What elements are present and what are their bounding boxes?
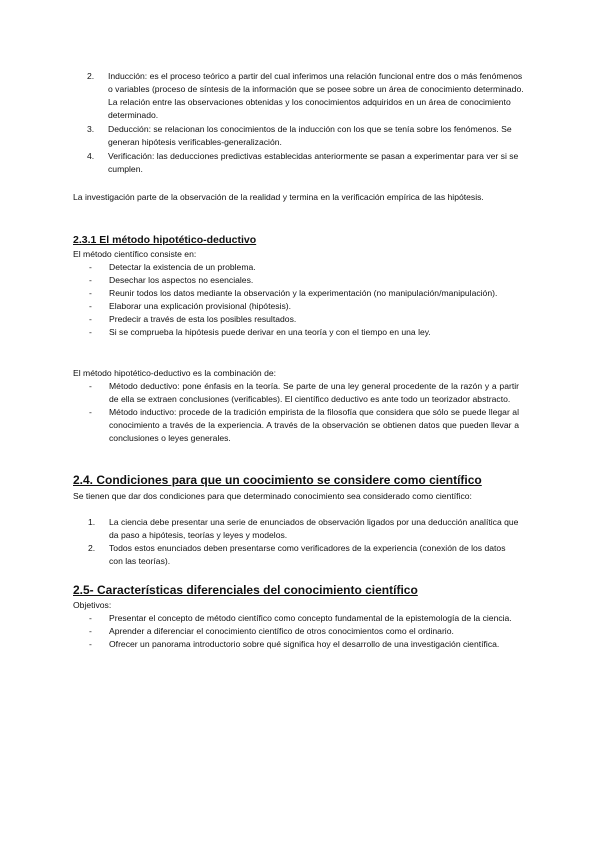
heading-2-3-1: 2.3.1 El método hipotético-deductivo [73, 234, 257, 246]
bullet-list-objectives [89, 612, 526, 651]
list-item [88, 516, 521, 542]
list-item-text: Método inductivo: procede de la tradición empirista de la filosofía que considera que sólo se puede llegar al conocimiento a través de la experiencia. A través de la observación se obtienen datos que pueden llevar a conclusiones o leyes generales. [109, 407, 519, 444]
numbered-list-method-steps [87, 70, 528, 176]
list-number: 4. [87, 150, 95, 161]
list-item-text: Presentar el concepto de método científico como concepto fundamental de la epistemología de la ciencia. [109, 613, 512, 623]
list-item [89, 261, 519, 274]
bullet-list-methods [89, 380, 519, 445]
list-item [87, 123, 528, 149]
dash-bullet: - [89, 381, 92, 391]
heading-2-5: 2.5- Características diferenciales del conocimiento científico [73, 583, 418, 597]
list-item [89, 274, 519, 287]
dash-bullet: - [89, 639, 92, 650]
list-item [87, 150, 528, 176]
dash-bullet: - [89, 626, 92, 637]
list-item-text: Aprender a diferenciar el conocimiento científico de otros conocimientos como el ordinario. [109, 626, 454, 637]
dash-bullet: - [89, 327, 92, 338]
dash-bullet: - [89, 407, 92, 418]
list-item [89, 326, 519, 339]
intro-conditions: Se tienen que dar dos condiciones para que determinado conocimiento sea considerado como científico: [73, 491, 472, 501]
list-item [89, 406, 519, 445]
list-item [88, 542, 521, 568]
list-number: 2. [88, 543, 96, 554]
list-item-text: La ciencia debe presentar una serie de enunciados de observación ligados por una deducción analítica que da paso a hipótesis, teorías y leyes y modelos. [109, 517, 519, 541]
list-number: 1. [88, 517, 96, 527]
dash-bullet: - [89, 613, 92, 623]
list-item [89, 313, 519, 326]
dash-bullet: - [89, 288, 92, 299]
dash-bullet: - [89, 262, 92, 272]
list-item-text: Método deductivo: pone énfasis en la teoría. Se parte de una ley general procedente de la razón y a partir de ella se extraen conclusiones (verificables). El científico deductivo es ante todo un teorizador abstracto. [109, 381, 519, 405]
intro-combination: El método hipotético-deductivo es la combinación de: [73, 368, 277, 378]
list-number: 2. [87, 71, 95, 81]
list-item-text: Predecir a través de esta los posibles resultados. [109, 314, 297, 325]
list-item [89, 612, 526, 625]
list-item-text: Deducción: se relacionan los conocimientos de la inducción con los que se tenía sobre los fenómenos. Se generan hipótesis verificables-generalización. [108, 124, 512, 148]
list-item-text: Elaborar una explicación provisional (hipótesis). [109, 301, 291, 312]
list-item-text: Desechar los aspectos no esenciales. [109, 275, 254, 286]
list-item-text: Inducción: es el proceso teórico a partir del cual inferimos una relación funcional entre dos o más fenómenos o variables (proceso de síntesis de la información que se posee sobre un área de conocimiento determinado. La relación entre las observaciones obtenidas y los conocimientos adquiridos en un área de conocimiento determinado. [108, 71, 524, 121]
list-item [89, 638, 526, 651]
list-item [89, 287, 519, 300]
bullet-list-method [89, 261, 519, 340]
dash-bullet: - [89, 275, 92, 286]
list-item-text: Si se comprueba la hipótesis puede derivar en una teoría y con el tiempo en una ley. [109, 327, 431, 338]
list-item-text: Verificación: las deducciones predictivas establecidas anteriormente se pasan a experimentar para ver si se cumplen. [108, 150, 519, 174]
list-item-text: Reunir todos los datos mediante la observación y la experimentación (no manipulación/manipulación). [109, 288, 498, 299]
list-item-text: Todos estos enunciados deben presentarse como verificadores de la experiencia (conexión de los datos con las teorías). [109, 543, 506, 567]
list-number: 3. [87, 124, 95, 135]
list-item [89, 625, 526, 638]
list-item [89, 380, 519, 406]
intro-scientific-method: El método científico consiste en: [73, 249, 197, 259]
list-item-text: Detectar la existencia de un problema. [109, 262, 256, 272]
heading-2-4: 2.4. Condiciones para que un coocimiento se considere como científico [73, 473, 482, 487]
list-item [87, 70, 528, 122]
numbered-list-conditions [88, 516, 521, 568]
dash-bullet: - [89, 314, 92, 325]
list-item [89, 300, 519, 313]
label-objectives: Objetivos: [73, 600, 112, 610]
dash-bullet: - [89, 301, 92, 312]
paragraph-investigation: La investigación parte de la observación de la realidad y termina en la verificación empírica de las hipótesis. [73, 192, 484, 202]
list-item-text: Ofrecer un panorama introductorio sobre qué significa hoy el desarrollo de una investigación científica. [109, 639, 500, 650]
